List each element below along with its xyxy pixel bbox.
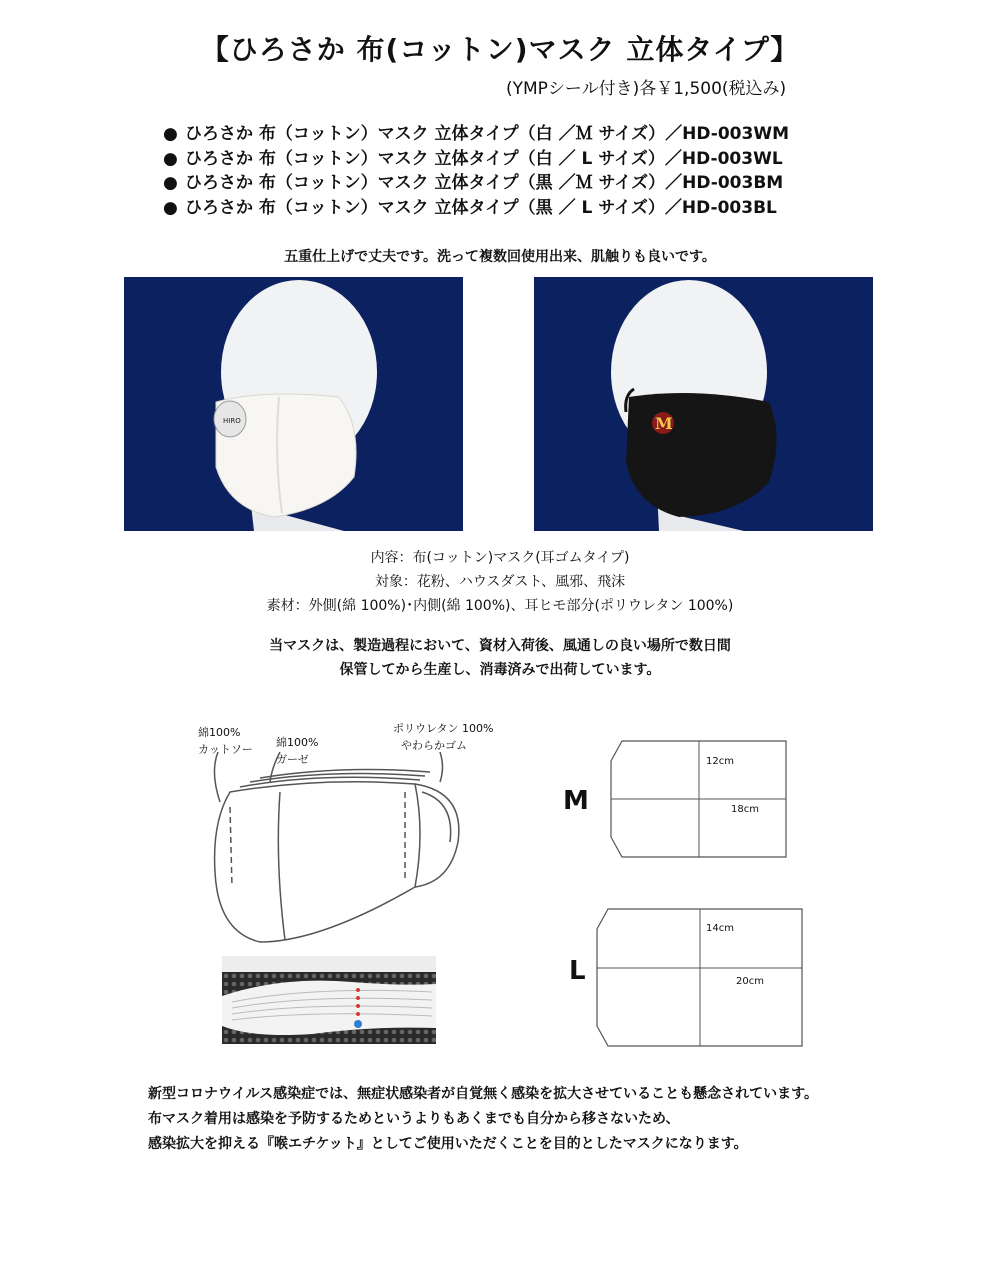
size-m-label: M bbox=[563, 786, 589, 816]
tagline: 五重仕上げで丈夫です。洗って複数回使用出来、肌触りも良いです。 bbox=[284, 249, 716, 265]
white-mask-illustration bbox=[124, 277, 463, 531]
size-l-height: 14cm bbox=[706, 923, 734, 934]
size-l-diagram bbox=[596, 908, 806, 1048]
svg-text:HIRO: HIRO bbox=[223, 417, 241, 425]
product-item bbox=[163, 147, 789, 172]
elastic-label: ポリウレタン 100% やわらかゴム bbox=[393, 722, 494, 752]
bullet-icon: ● bbox=[163, 124, 178, 144]
size-m-height: 12cm bbox=[706, 756, 734, 767]
spec-block bbox=[0, 546, 1000, 618]
product-name: ひろさか 布（コットン）マスク 立体タイプ（黒 ／Ｍ サイズ）／HD-003BM bbox=[185, 173, 784, 193]
gauze-label: 綿100% ガーゼ bbox=[276, 736, 319, 766]
product-name: ひろさか 布（コットン）マスク 立体タイプ（白 ／Ｍ サイズ）／HD-003WM bbox=[185, 124, 789, 144]
notice-line: 布マスク着用は感染を予防するためというよりもあくまでも自分から移さないため、 bbox=[148, 1111, 680, 1127]
notice-line: 感染拡大を抑える『喉エチケット』としてご使用いただくことを目的としたマスクになります。 bbox=[148, 1136, 748, 1152]
process-line: 保管してから生産し、消毒済みで出荷しています。 bbox=[339, 662, 661, 678]
product-item bbox=[163, 196, 789, 221]
black-mask-illustration bbox=[534, 277, 873, 531]
spec-target: 対象：花粉、ハウスダスト、風邪、飛沫 bbox=[374, 574, 626, 590]
white-mask-photo bbox=[124, 277, 463, 531]
size-l-width: 20cm bbox=[736, 976, 764, 987]
fabric-layers-closeup bbox=[222, 956, 436, 1044]
product-item bbox=[163, 171, 789, 196]
bullet-icon: ● bbox=[163, 148, 178, 169]
spec-material: 素材：外側(綿 100%)･内側(綿 100%)、耳ヒモ部分(ポリウレタン 100%) bbox=[266, 598, 734, 614]
page-title: 【ひろさか 布(コットン)マスク 立体タイプ】 bbox=[200, 33, 800, 66]
spec-content: 内容：布(コットン)マスク(耳ゴムタイプ) bbox=[370, 550, 630, 566]
mask-line-drawing bbox=[200, 752, 470, 952]
bottom-notice bbox=[148, 1082, 818, 1157]
product-item bbox=[163, 122, 789, 147]
black-mask-photo bbox=[534, 277, 873, 531]
photo-logo: M bbox=[655, 414, 673, 433]
fabric-layers-illustration bbox=[222, 956, 436, 1044]
product-name: ひろさか 布（コットン）マスク 立体タイプ（白 ／ L サイズ）／HD-003WL bbox=[185, 148, 783, 169]
size-l-label: L bbox=[569, 956, 586, 986]
product-name: ひろさか 布（コットン）マスク 立体タイプ（黒 ／ L サイズ）／HD-003BL bbox=[185, 197, 777, 218]
price-note: (YMPシール付き)各￥1,500(税込み) bbox=[506, 79, 787, 99]
size-m-width: 18cm bbox=[731, 804, 759, 815]
size-m-diagram bbox=[610, 740, 800, 860]
notice-line: 新型コロナウイルス感染症では、無症状感染者が自覚無く感染を拡大させていることも懸念されています。 bbox=[148, 1086, 819, 1102]
bullet-icon: ● bbox=[163, 197, 178, 218]
bullet-icon: ● bbox=[163, 173, 178, 193]
process-line: 当マスクは、製造過程において、資材入荷後、風通しの良い場所で数日間 bbox=[269, 638, 731, 654]
cotton-cut-label: 綿100% カットソー bbox=[198, 726, 253, 756]
process-note bbox=[0, 634, 1000, 682]
product-list bbox=[163, 122, 789, 220]
